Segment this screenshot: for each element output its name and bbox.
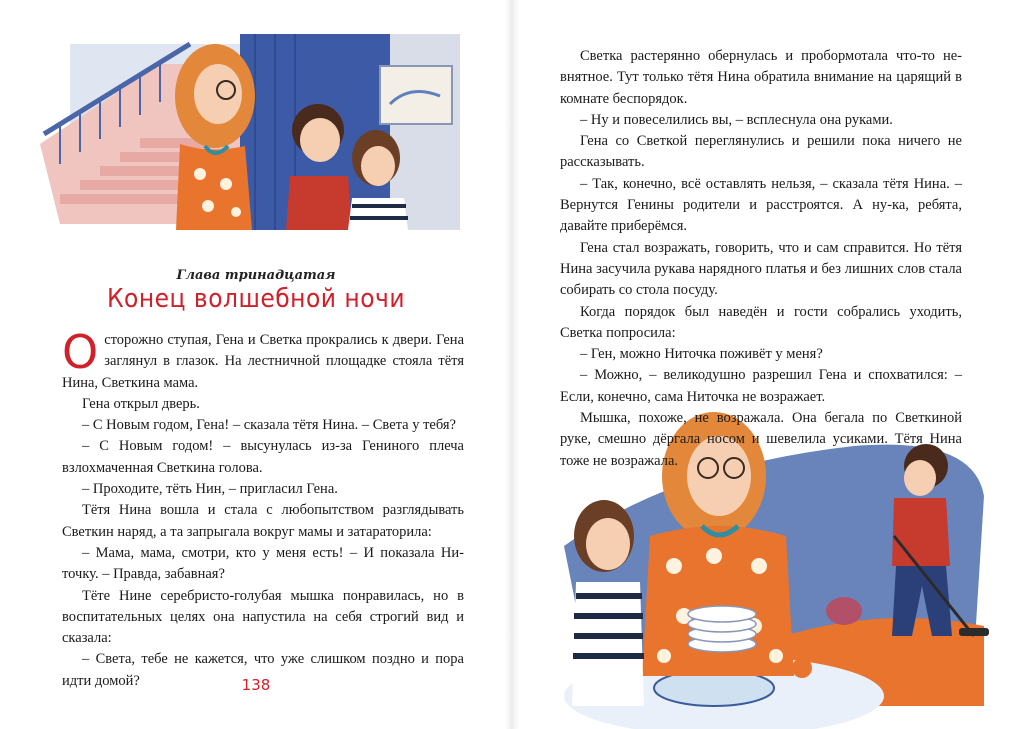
left-body-text — [62, 325, 464, 692]
paragraph-text: сторожно ступая, Гена и Светка прокрались к двери. Гена заглянул в глазок. На лестничной площадке стояла тётя Нина, Светкина мама. — [62, 332, 464, 391]
paragraph: – Мама, мама, смотри, кто у меня есть! – И показала Ниточку. – Правда, забавная? — [62, 544, 464, 583]
paragraph: – С Новым годом! – высунулась из-за Гениного плеча взлохмаченная Светкина голова. — [62, 438, 464, 476]
illustration-nina-at-door-icon — [40, 34, 470, 230]
paragraph: Светка растерянно обернулась и пробормотала что-то невнятное. Тут только тётя Нина обратила внимание на царящий в комнате беспорядок. — [560, 48, 962, 107]
paragraph: – Ген, можно Ниточка поживёт у меня? — [580, 346, 823, 363]
paragraph: Когда порядок был наведён и гости собрались уходить, Светка попросила: — [560, 303, 962, 341]
dropcap: О — [62, 325, 99, 379]
paragraph: Тёте Нине серебристо-голубая мышка понравилась, но в воспитательных целях она напустила на себя строгий вид и сказала: — [62, 587, 464, 647]
chapter-label: Глава тринадцатая — [176, 268, 336, 283]
paragraph: – Так, конечно, всё оставлять нельзя, – сказала тётя Нина. – Вернутся Генины родители и расстроятся. А ну-ка, ребята, давайте приберёмся. — [560, 175, 962, 235]
page-number: 138 — [241, 676, 271, 694]
chapter-title: Конец волшебной ночи — [106, 284, 406, 314]
paragraph: Гена стал возражать, говорить, что и сам справится. Но тётя Нина засучила рукава нарядного платья и без лишних слов стала собирать со стола посуду. — [560, 239, 962, 299]
right-body-text — [560, 46, 962, 472]
paragraph: – С Новым годом, Гена! – сказала тётя Нина. – Света у тебя? — [82, 417, 456, 434]
book-gutter — [505, 0, 519, 729]
paragraph: – Ну и повеселились вы, – всплеснула она руками. — [580, 111, 893, 128]
paragraph: Мышка, похоже, не возражала. Она бегала по Светкиной руке, смешно дёргала носом и шевелила усиками. Тётя Нина тоже не возражала. — [560, 410, 962, 469]
paragraph: Гена со Светкой переглянулись и решили пока ничего не рассказывать. — [560, 133, 962, 171]
paragraph — [62, 325, 464, 394]
paragraph: Тётя Нина вошла и стала с любопытством разглядывать Светкин наряд, а та запрыгала вокруг мамы и затараторила: — [62, 502, 464, 540]
paragraph: Гена открыл дверь. — [82, 395, 200, 412]
right-page — [512, 0, 1024, 729]
paragraph: – Проходите, тёть Нин, – пригласил Гена. — [82, 481, 338, 498]
paragraph: – Можно, – великодушно разрешил Гена и спохватился: – Если, конечно, сама Ниточка не возражает. — [560, 367, 962, 405]
paragraph: – Света, тебе не кажется, что уже слишком поздно и пора идти домой? — [62, 651, 464, 689]
